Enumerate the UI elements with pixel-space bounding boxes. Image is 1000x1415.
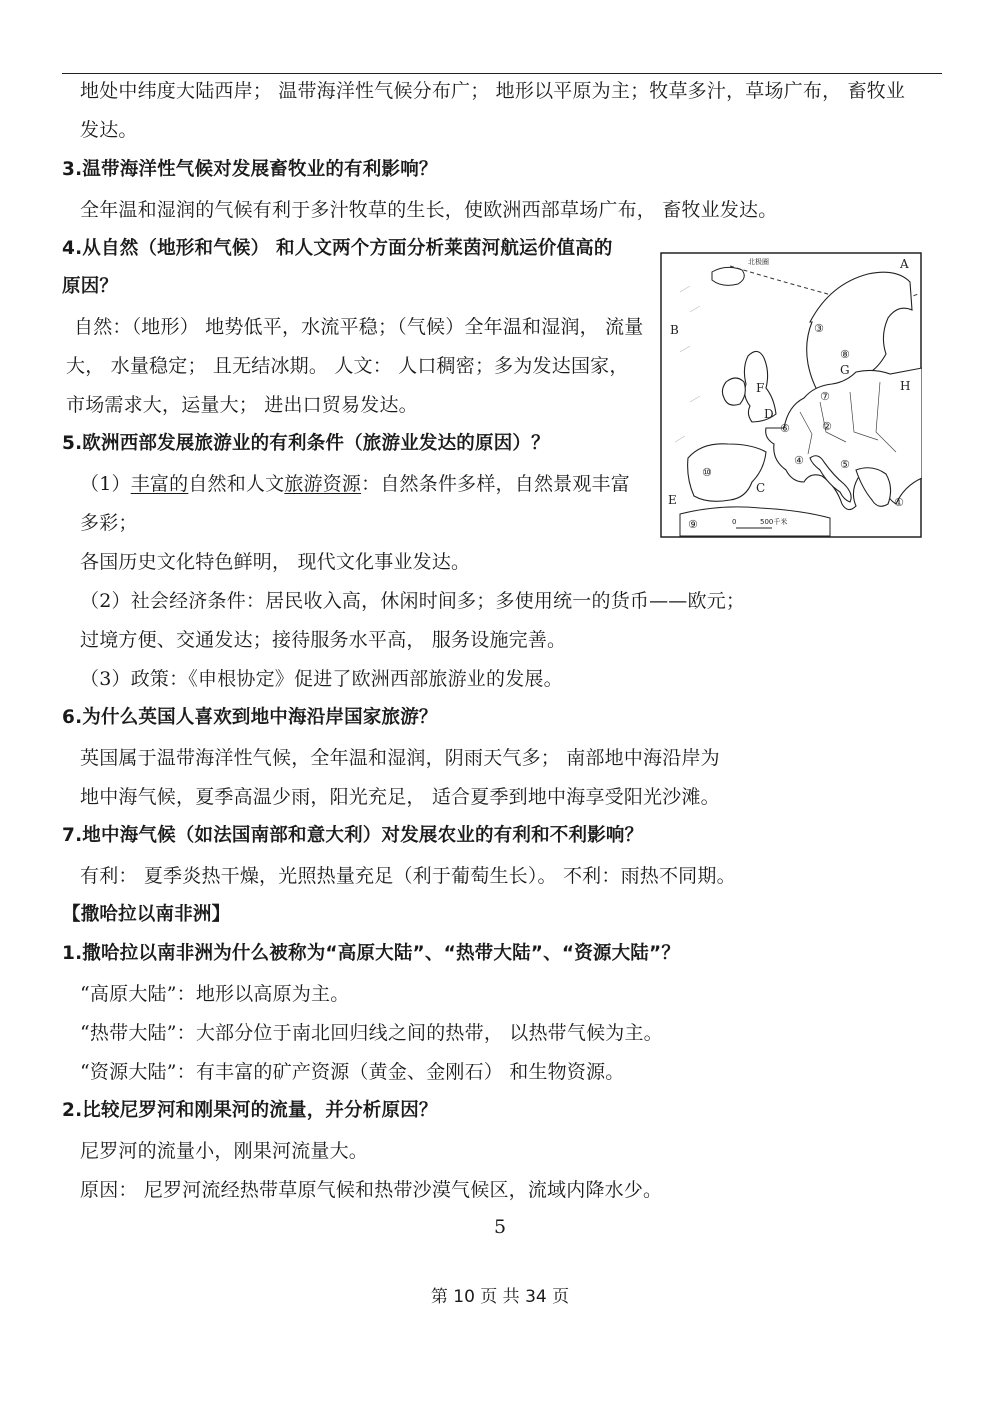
answer-line: 原因： 尼罗河流经热带草原气候和热带沙漠气候区，流域内降水少。	[80, 1179, 663, 1201]
answer-line: “高原大陆”：地形以高原为主。	[80, 983, 350, 1005]
answer-line: 大， 水量稳定； 且无结冰期。 人文： 人口稠密；多为发达国家，	[66, 355, 629, 377]
text-line: 地处中纬度大陆西岸； 温带海洋性气候分布广； 地形以平原为主；牧草多汁，草场广布， 畜牧业	[80, 80, 906, 102]
europe-map	[660, 252, 922, 538]
answer-line: （2）社会经济条件：居民收入高，休闲时间多；多使用统一的货币——欧元；	[80, 590, 746, 612]
map-label-B: B	[670, 323, 679, 337]
answer-line: 过境方便、交通发达；接待服务水平高， 服务设施完善。	[80, 629, 567, 651]
map-label-10: ⑩	[702, 466, 712, 479]
map-label-8: ⑧	[840, 348, 850, 361]
question-heading: 4.从自然（地形和气候） 和人文两个方面分析莱茵河航运价值高的	[62, 238, 613, 259]
answer-line: “热带大陆”：大部分位于南北回归线之间的热带， 以热带气候为主。	[80, 1022, 663, 1044]
answer-line: 地中海气候，夏季高温少雨，阳光充足， 适合夏季到地中海享受阳光沙滩。	[80, 786, 720, 808]
ireland-shape	[722, 378, 745, 405]
text-segment: 自然和人文	[188, 473, 285, 495]
answer-line: 自然：（地形） 地势低平，水流平稳；（气候）全年温和湿润， 流量	[74, 316, 644, 338]
question-heading: 6.为什么英国人喜欢到地中海沿岸国家旅游？	[62, 707, 438, 728]
page-number: 5	[493, 1216, 507, 1238]
answer-line: （3）政策：《申根协定》促进了欧洲西部旅游业的发展。	[80, 668, 563, 690]
answer-line: 有利： 夏季炎热干燥，光照热量充足（利于葡萄生长）。 不利：雨热不同期。	[80, 865, 736, 887]
question-heading: 7.地中海气候（如法国南部和意大利）对发展农业的有利和不利影响？	[62, 825, 644, 846]
question-heading: 2.比较尼罗河和刚果河的流量，并分析原因？	[62, 1100, 438, 1121]
answer-line	[80, 472, 630, 496]
answer-line: 尼罗河的流量小，刚果河流量大。	[80, 1140, 369, 1162]
question-heading: 原因？	[62, 276, 119, 297]
question-heading: 3.温带海洋性气候对发展畜牧业的有利影响？	[62, 159, 438, 180]
map-label-F: F	[756, 381, 765, 395]
text-segment: （1）	[80, 473, 131, 495]
map-label-6: ⑥	[780, 422, 790, 435]
answer-line: 英国属于温带海洋性气候，全年温和湿润，阴雨天气多； 南部地中海沿岸为	[80, 747, 720, 769]
arctic-circle-label: 北极圈	[748, 258, 769, 266]
header-rule	[62, 73, 942, 74]
map-label-9: ⑨	[688, 518, 698, 531]
page-footer: 第 10 页 共 34 页	[430, 1287, 570, 1307]
map-label-D: D	[764, 407, 774, 421]
map-label-5: ⑤	[840, 458, 850, 471]
map-label-4: ④	[794, 454, 804, 467]
text-segment: ：自然条件多样，自然景观丰富	[361, 473, 630, 495]
map-label-3: ③	[814, 322, 824, 335]
answer-line: 多彩；	[80, 512, 138, 534]
map-label-H: H	[900, 379, 911, 393]
map-label-1: ①	[894, 496, 904, 509]
underlined-text: 旅游资源	[284, 473, 362, 495]
iceland-shape	[712, 267, 744, 285]
map-label-7: ⑦	[820, 390, 830, 403]
answer-line: “资源大陆”：有丰富的矿产资源（黄金、金刚石） 和生物资源。	[80, 1061, 625, 1083]
map-label-A: A	[900, 257, 909, 271]
scale-label: 500千米	[760, 518, 788, 526]
answer-line: 市场需求大，运量大； 进出口贸易发达。	[66, 394, 418, 416]
answer-line: 全年温和湿润的气候有利于多汁牧草的生长，使欧洲西部草场广布， 畜牧业发达。	[80, 199, 778, 221]
question-heading: 1.撒哈拉以南非洲为什么被称为“高原大陆”、“热带大陆”、“资源大陆”？	[62, 943, 681, 964]
text-line: 发达。	[80, 119, 138, 141]
scale-zero: 0	[732, 518, 737, 526]
map-label-E: E	[668, 493, 677, 507]
question-heading: 5.欧洲西部发展旅游业的有利条件（旅游业发达的原因）？	[62, 433, 550, 454]
map-label-2: ②	[822, 420, 832, 433]
map-label-G: G	[840, 363, 850, 377]
underlined-text: 丰富的	[130, 473, 189, 495]
answer-line: 各国历史文化特色鲜明， 现代文化事业发达。	[80, 551, 471, 573]
section-heading: 【撒哈拉以南非洲】	[62, 904, 231, 925]
map-label-C: C	[756, 481, 766, 495]
